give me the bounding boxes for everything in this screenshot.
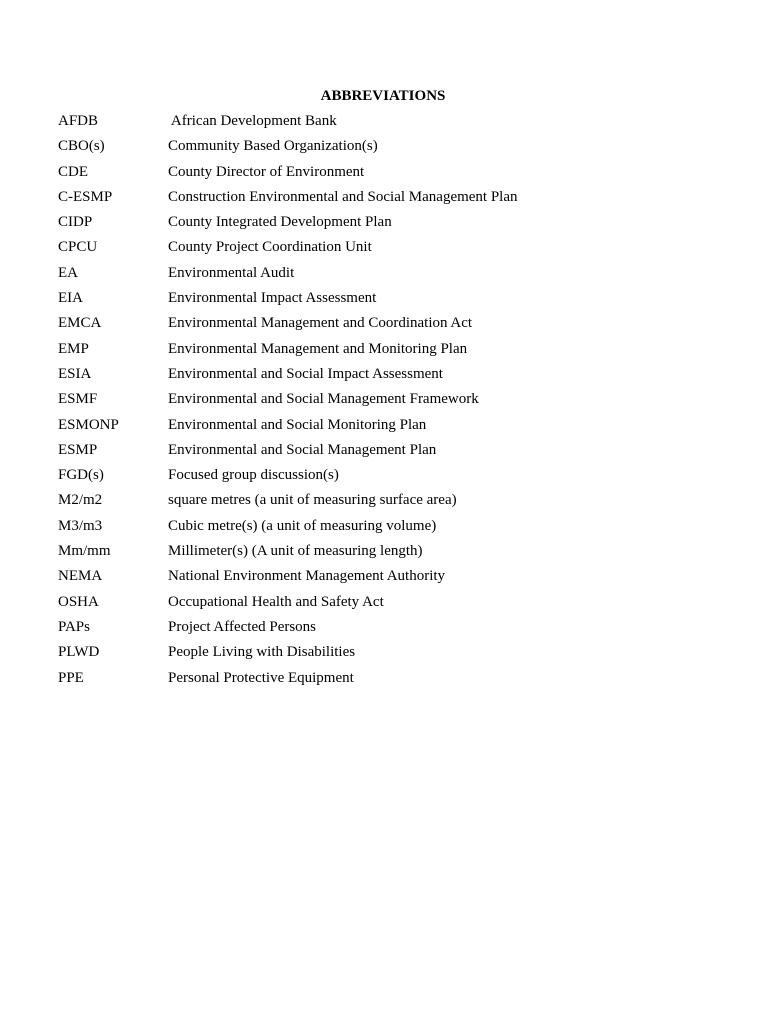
abbreviation-row <box>58 238 718 263</box>
abbreviation-term: ESMF <box>58 391 98 408</box>
abbreviation-term: PAPs <box>58 618 90 635</box>
abbreviation-definition: National Environment Management Authority <box>168 568 446 585</box>
abbreviation-term: ESIA <box>58 365 92 382</box>
abbreviation-row <box>58 112 718 137</box>
abbreviation-term: M2/m2 <box>58 492 103 509</box>
abbreviation-row <box>58 390 718 415</box>
abbreviation-term: M3/m3 <box>58 517 103 534</box>
abbreviation-definition: Environmental and Social Impact Assessment <box>168 365 443 382</box>
abbreviation-definition: Cubic metre(s) (a unit of measuring volume) <box>168 517 437 534</box>
abbreviation-row <box>58 137 718 162</box>
abbreviation-definition: Personal Protective Equipment <box>168 669 354 686</box>
abbreviation-definition: People Living with Disabilities <box>168 644 356 661</box>
abbreviation-term: ESMP <box>58 441 98 458</box>
abbreviation-definition: square metres (a unit of measuring surface area) <box>168 492 457 509</box>
abbreviation-term: EMCA <box>58 315 102 332</box>
page-title: ABBREVIATIONS <box>320 88 446 104</box>
abbreviation-row <box>58 618 718 643</box>
abbreviation-row <box>58 340 718 365</box>
abbreviation-row <box>58 643 718 668</box>
abbreviation-term: FGD(s) <box>58 467 104 484</box>
abbreviation-row <box>58 593 718 618</box>
abbreviation-definition: Environmental Management and Monitoring Plan <box>168 340 468 357</box>
abbreviation-term: OSHA <box>58 593 99 610</box>
abbreviation-term: PLWD <box>58 644 100 661</box>
abbreviation-row <box>58 567 718 592</box>
abbreviation-row <box>58 491 718 516</box>
abbreviation-definition: Environmental Management and Coordination Act <box>168 315 473 332</box>
abbreviation-term: ESMONP <box>58 416 119 433</box>
abbreviations-list <box>58 112 718 694</box>
abbreviation-row <box>58 163 718 188</box>
abbreviation-row <box>58 213 718 238</box>
abbreviation-row <box>58 188 718 213</box>
abbreviation-definition: County Director of Environment <box>168 163 365 180</box>
abbreviation-definition: Millimeter(s) (A unit of measuring length) <box>168 543 423 560</box>
abbreviation-term: EA <box>58 264 78 281</box>
abbreviation-row <box>58 314 718 339</box>
abbreviation-term: CPCU <box>58 239 98 256</box>
abbreviation-row <box>58 466 718 491</box>
abbreviation-definition: County Integrated Development Plan <box>168 214 392 231</box>
abbreviation-definition: County Project Coordination Unit <box>168 239 372 256</box>
abbreviation-term: Mm/mm <box>58 543 111 560</box>
abbreviation-term: C-ESMP <box>58 188 113 205</box>
abbreviation-row <box>58 441 718 466</box>
abbreviation-definition: Occupational Health and Safety Act <box>168 593 384 610</box>
abbreviation-definition: Project Affected Persons <box>168 618 317 635</box>
abbreviation-definition: Community Based Organization(s) <box>168 138 378 155</box>
abbreviation-definition: Focused group discussion(s) <box>168 467 339 484</box>
abbreviation-term: EMP <box>58 340 89 357</box>
abbreviation-definition: Environmental Impact Assessment <box>168 290 377 307</box>
abbreviation-row <box>58 517 718 542</box>
abbreviation-definition: African Development Bank <box>168 113 337 129</box>
abbreviation-definition: Environmental and Social Management Framework <box>168 391 479 408</box>
abbreviation-row <box>58 669 718 694</box>
abbreviation-definition: Environmental and Social Monitoring Plan <box>168 416 427 433</box>
abbreviation-definition: Environmental Audit <box>168 264 295 281</box>
abbreviation-term: PPE <box>58 669 84 686</box>
abbreviation-row <box>58 365 718 390</box>
abbreviation-term: CIDP <box>58 214 93 231</box>
abbreviation-term: NEMA <box>58 568 103 585</box>
abbreviation-definition: Construction Environmental and Social Management Plan <box>168 188 518 205</box>
abbreviation-term: CBO(s) <box>58 138 105 155</box>
abbreviation-row <box>58 542 718 567</box>
abbreviation-row <box>58 264 718 289</box>
abbreviation-term: EIA <box>58 290 83 307</box>
abbreviation-definition: Environmental and Social Management Plan <box>168 441 437 458</box>
abbreviation-row <box>58 289 718 314</box>
abbreviation-row <box>58 416 718 441</box>
abbreviation-term: AFDB <box>58 113 99 129</box>
abbreviation-term: CDE <box>58 163 88 180</box>
